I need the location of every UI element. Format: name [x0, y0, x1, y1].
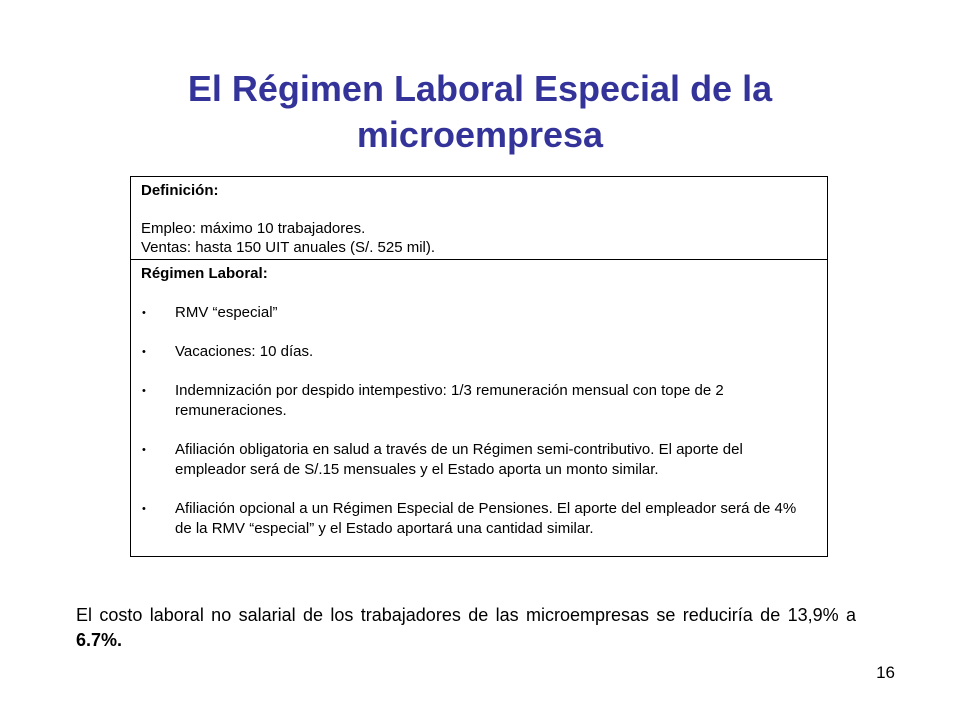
- footnote: [76, 603, 856, 653]
- bullet-icon: •: [142, 503, 146, 515]
- slide-title: [80, 66, 880, 158]
- list-item: [141, 342, 817, 362]
- list-item: [141, 440, 817, 480]
- footnote-text: El costo laboral no salarial de los trabajadores de las microempresas se reduciría de 13,9% a: [76, 605, 856, 625]
- regime-section: [131, 259, 827, 556]
- slide-title-line-1: El Régimen Laboral Especial de la: [187, 68, 773, 109]
- definition-section: [131, 177, 827, 259]
- bullet-icon: •: [142, 346, 146, 358]
- page-number: 16: [876, 663, 895, 682]
- definition-sales: Ventas: hasta 150 UIT anuales (S/. 525 mil).: [141, 239, 436, 256]
- bullet-icon: •: [142, 444, 146, 456]
- list-item-text: Indemnización por despido intempestivo: 1/3 remuneración mensual con tope de 2 remuneraciones.: [175, 382, 724, 419]
- footnote-highlight: 6.7%.: [76, 630, 123, 650]
- bullet-icon: •: [142, 385, 146, 397]
- list-item-text: Vacaciones: 10 días.: [175, 343, 314, 360]
- spacer: [141, 200, 817, 219]
- list-item-text: RMV “especial”: [175, 304, 278, 321]
- slide-title-line-2: microempresa: [356, 114, 604, 155]
- list-item: [141, 303, 817, 323]
- definition-heading: Definición:: [141, 182, 219, 199]
- list-item: [141, 381, 817, 421]
- content-table: [130, 176, 828, 557]
- regime-bullet-list: [141, 303, 817, 539]
- list-item-text: Afiliación obligatoria en salud a través de un Régimen semi-contributivo. El aporte del empleador será de S/.15 mensuales y el Estado aporta un monto similar.: [175, 441, 743, 478]
- bullet-icon: •: [142, 307, 146, 319]
- list-item-text: Afiliación opcional a un Régimen Especial de Pensiones. El aporte del empleador será de 4% de la RMV “especial” y el Estado aportará una cantidad similar.: [175, 500, 797, 537]
- definition-employment: Empleo: máximo 10 trabajadores.: [141, 220, 366, 237]
- list-item: [141, 499, 817, 539]
- regime-heading: Régimen Laboral:: [141, 265, 268, 282]
